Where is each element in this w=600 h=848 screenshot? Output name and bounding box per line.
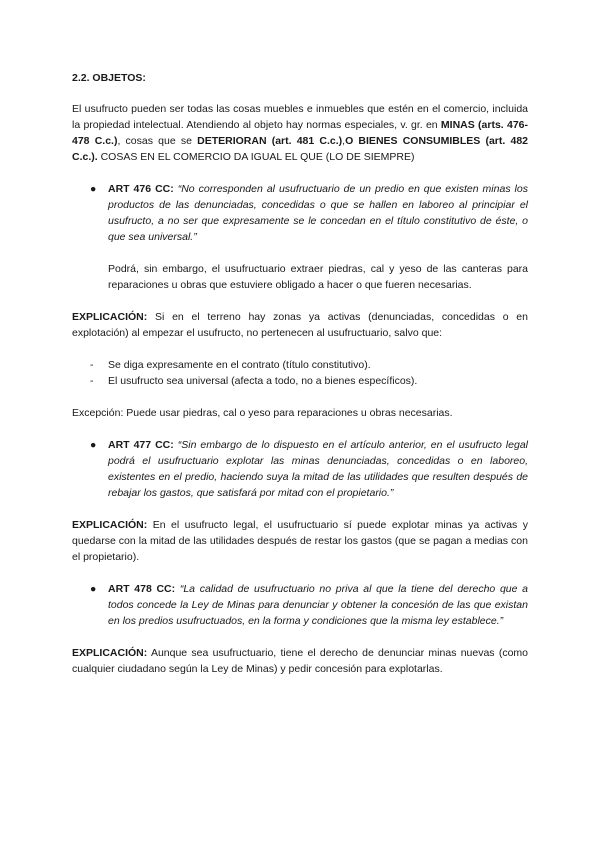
- bullet-icon: ●: [90, 583, 97, 595]
- article-477-block: [72, 437, 528, 501]
- intro-text-2: , cosas que se: [117, 135, 198, 147]
- explanation-2-label: EXPLICACIÓN:: [72, 519, 148, 531]
- article-478-label: ART 478 CC:: [108, 583, 176, 595]
- article-477-quote: “Sin embargo de lo dispuesto en el artículo anterior, en el usufructo legal podrá el usufructuario explotar las minas denunciadas, concedidas o en laboreo, existentes en el predio, haciendo suya la mitad de las utilidades que resulten después de rebajar los gastos, que satisfará por mitad con el propietario.”: [108, 439, 528, 499]
- article-477-text: [108, 437, 528, 501]
- list-item: [90, 373, 528, 389]
- bullet-icon: ●: [90, 439, 97, 451]
- explanation-2-text: En el usufructo legal, el usufructuario sí puede explotar minas ya activas y quedarse con la mitad de las utilidades después de restar los gastos (que se pagan a medias con el propietario).: [72, 519, 528, 563]
- explanation-1: [72, 309, 528, 341]
- intro-bold-consumibles: O BIENES CONSUMIBLES (art. 482 C.c.).: [72, 135, 528, 163]
- article-478-quote: “La calidad de usufructuario no priva al que la tiene del derecho que a todos concede la Ley de Minas para denunciar y obtener la concesión de las que existan en los predios usufructuados, en la forma y condiciones que la misma ley establece.”: [108, 583, 528, 627]
- explanation-2: [72, 517, 528, 565]
- article-476-text: [108, 181, 528, 245]
- intro-text-4: COSAS EN EL COMERCIO DA IGUAL EL QUE (LO DE SIEMPRE): [97, 151, 415, 163]
- intro-bold-deterioran: DETERIORAN (art. 481 C.c.): [197, 135, 343, 147]
- explanation-1-text: Si en el terreno hay zonas ya activas (denunciadas, concedidas o en explotación) al empezar el usufructo, no pertenecen al usufructuario, salvo que:: [72, 311, 528, 339]
- article-476-extra: Podrá, sin embargo, el usufructuario extraer piedras, cal y yeso de las canteras para reparaciones u obras que estuviere obligado a hacer o que fueren necesarias.: [108, 263, 528, 291]
- intro-paragraph: [72, 101, 528, 165]
- article-476-block: [72, 181, 528, 245]
- list-item: [90, 357, 528, 373]
- exception-paragraph: Excepción: Puede usar piedras, cal o yeso para reparaciones u obras necesarias.: [72, 407, 453, 419]
- intro-text-1: El usufructo pueden ser todas las cosas muebles e inmuebles que estén en el comercio, incluida la propiedad intelectual. Atendiendo al objeto hay normas especiales, v. gr. en: [72, 103, 528, 131]
- list-item-text: Se diga expresamente en el contrato (título constitutivo).: [108, 359, 371, 371]
- explanation-3-label: EXPLICACIÓN:: [72, 647, 148, 659]
- bullet-icon: ●: [90, 183, 97, 195]
- article-478-text: [108, 581, 528, 629]
- article-476-label: ART 476 CC:: [108, 183, 174, 195]
- document-page: [72, 70, 528, 677]
- dash-icon: -: [90, 359, 94, 371]
- exception-list: [72, 357, 528, 389]
- explanation-3-text: Aunque sea usufructuario, tiene el derecho de denunciar minas nuevas (como cualquier ciudadano según la Ley de Minas) y pedir concesión para explotarlas.: [72, 647, 528, 675]
- intro-text-3: ,: [342, 135, 346, 147]
- article-476-quote: “No corresponden al usufructuario de un predio en que existen minas los productos de las denunciadas, concedidas o que se hallen en laboreo al principiar el usufructo, a no ser que expresamente se le concedan en el título constitutivo de éste, o que sea universal.”: [108, 183, 528, 243]
- dash-icon: -: [90, 375, 94, 387]
- explanation-3: [72, 645, 528, 677]
- article-477-label: ART 477 CC:: [108, 439, 174, 451]
- explanation-1-label: EXPLICACIÓN:: [72, 311, 148, 323]
- intro-bold-minas: MINAS (arts. 476-478 C.c.): [72, 119, 528, 147]
- section-heading: 2.2. OBJETOS:: [72, 72, 146, 84]
- article-478-block: [72, 581, 528, 629]
- list-item-text: El usufructo sea universal (afecta a todo, no a bienes específicos).: [108, 375, 418, 387]
